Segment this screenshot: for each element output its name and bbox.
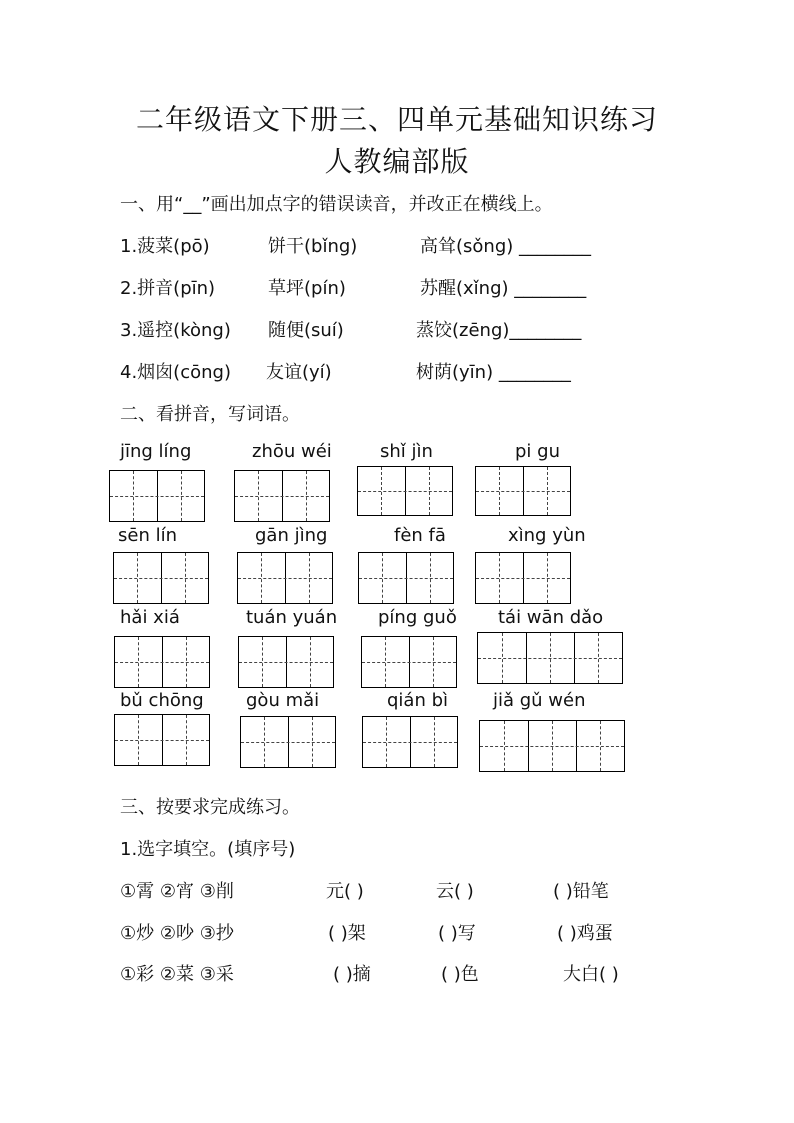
pinyin-label: fèn fā	[394, 525, 446, 546]
writing-grid	[238, 636, 334, 688]
fill-blank: ( )色	[441, 964, 479, 985]
s1-row4-item1: 4.烟囱(cōng)	[120, 362, 231, 383]
writing-grid	[477, 632, 623, 684]
pinyin-label: shǐ jìn	[380, 441, 433, 462]
pinyin-label: qián bì	[387, 690, 449, 711]
s1-row2-item3: 苏醒(xǐng) ________	[420, 278, 587, 299]
pinyin-label: bǔ chōng	[120, 690, 204, 711]
s1-row1-item3: 高耸(sǒng) ________	[420, 236, 591, 257]
section3-heading: 三、按要求完成练习。	[120, 797, 300, 818]
writing-grid	[114, 714, 210, 766]
s1-row3-item1: 3.遥控(kòng)	[120, 320, 231, 341]
writing-grid	[362, 716, 458, 768]
writing-grid	[114, 636, 210, 688]
s1-row3-item3: 蒸饺(zēng)________	[416, 320, 582, 341]
pinyin-label: pi gu	[515, 441, 560, 462]
fill-blank: ( )摘	[333, 964, 371, 985]
section1-heading: 一、用“__”画出加点字的错误读音，并改正在横线上。	[120, 194, 553, 215]
pinyin-label: zhōu wéi	[252, 441, 332, 462]
s1-row1-item2: 饼干(bǐng)	[268, 236, 358, 257]
pinyin-label: sēn lín	[118, 525, 177, 546]
writing-grid	[358, 552, 454, 604]
s1-row3-item2: 随便(suí)	[268, 320, 344, 341]
fill-blank: 元( )	[326, 881, 364, 902]
s1-row1-item1: 1.菠菜(pō)	[120, 236, 210, 257]
writing-grid	[237, 552, 333, 604]
writing-grid	[475, 466, 571, 516]
fill-blank: 云( )	[436, 881, 474, 902]
page-subtitle: 人教编部版	[324, 145, 470, 178]
writing-grid	[109, 470, 205, 522]
pinyin-label: gān jìng	[255, 525, 328, 546]
section3-subheading: 1.选字填空。(填序号)	[120, 839, 296, 860]
s1-row4-item2: 友谊(yí)	[266, 362, 332, 383]
writing-grid	[113, 552, 209, 604]
fill-blank: ( )架	[328, 923, 366, 944]
writing-grid	[240, 716, 336, 768]
writing-grid	[361, 636, 457, 688]
fill-blank: ( )写	[438, 923, 476, 944]
pinyin-label: jīng líng	[120, 441, 192, 462]
section2-heading: 二、看拼音，写词语。	[120, 404, 300, 425]
writing-grid	[475, 552, 571, 604]
choice-options: ①霄 ②宵 ③削	[120, 881, 234, 902]
pinyin-label: xìng yùn	[508, 525, 586, 546]
page-title: 二年级语文下册三、四单元基础知识练习	[135, 103, 658, 136]
writing-grid	[357, 466, 453, 516]
s1-row4-item3: 树荫(yīn) ________	[416, 362, 571, 383]
choice-options: ①彩 ②菜 ③采	[120, 964, 234, 985]
fill-blank: ( )铅笔	[553, 881, 609, 902]
pinyin-label: gòu mǎi	[246, 690, 320, 711]
pinyin-label: tái wān dǎo	[498, 607, 604, 628]
writing-grid	[234, 470, 330, 522]
choice-options: ①炒 ②吵 ③抄	[120, 923, 234, 944]
pinyin-label: tuán yuán	[246, 607, 338, 628]
fill-blank: 大白( )	[563, 964, 619, 985]
s1-row2-item1: 2.拼音(pīn)	[120, 278, 216, 299]
s1-row2-item2: 草坪(pín)	[268, 278, 346, 299]
fill-blank: ( )鸡蛋	[557, 923, 613, 944]
pinyin-label: jiǎ gǔ wén	[493, 690, 586, 711]
pinyin-label: hǎi xiá	[120, 607, 180, 628]
writing-grid	[479, 720, 625, 772]
pinyin-label: píng guǒ	[378, 607, 457, 628]
